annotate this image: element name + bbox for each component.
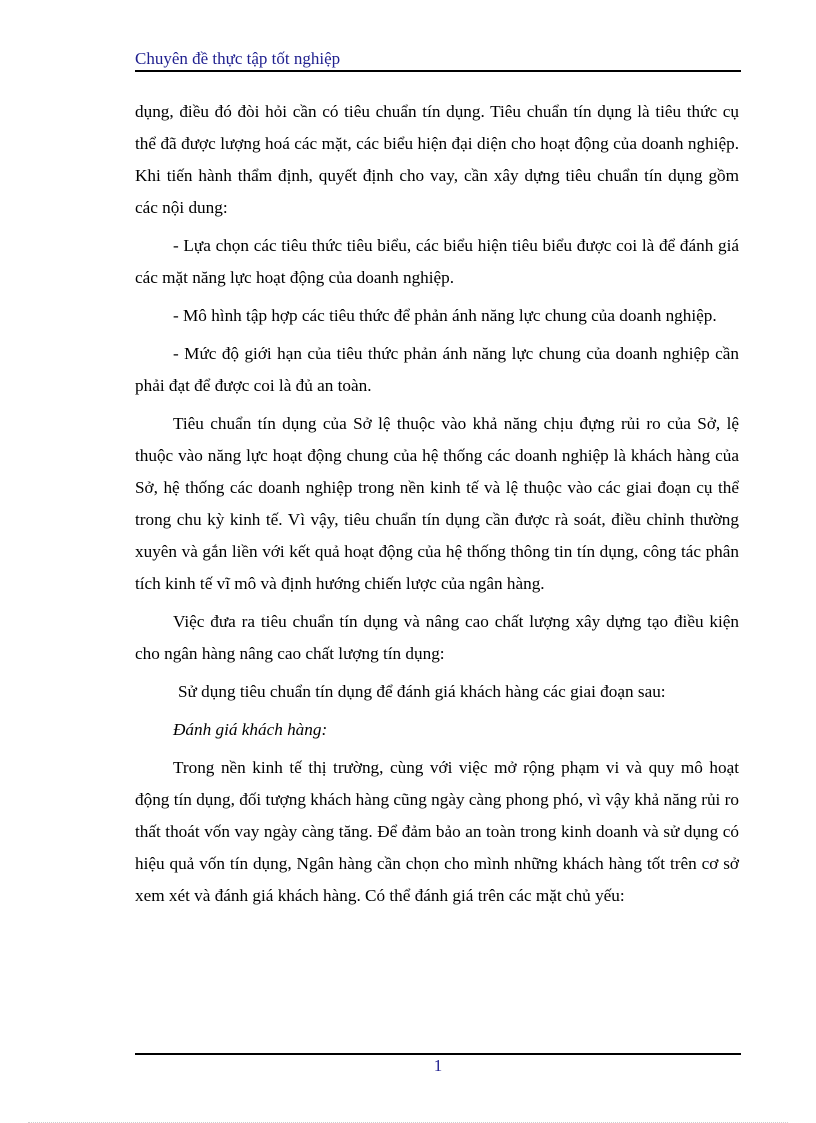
document-body: [135, 96, 739, 918]
paragraph-use-standard: Sử dụng tiêu chuẩn tín dụng để đánh giá khách hàng các giai đoạn sau:: [178, 682, 666, 701]
paragraph-credit-standard-intro: dụng, điều đó đòi hỏi cần có tiêu chuẩn tín dụng. Tiêu chuẩn tín dụng là tiêu thức cụ thể đã được lượng hoá các mặt, các biểu hiện đại diện cho hoạt động của doanh nghiệp. Khi tiến hành thẩm định, quyết định cho vay, cần xây dựng tiêu chuẩn tín dụng gồm các nội dung:: [135, 102, 739, 217]
page-header: [135, 48, 741, 74]
paragraph-market-economy: Trong nền kinh tế thị trường, cùng với việc mở rộng phạm vi và quy mô hoạt động tín dụng, đối tượng khách hàng cũng ngày càng phong phó, vì vậy khả năng rủi ro thất thoát vốn vay ngày càng tăng. Để đảm bảo an toàn trong kinh doanh và sử dụng có hiệu quả vốn tín dụng, Ngân hàng cần chọn cho mình những khách hàng tốt trên cơ sở xem xét và đánh giá khách hàng. Có thể đánh giá trên các mặt chủ yếu:: [135, 758, 739, 905]
section-heading-customer-evaluation: Đánh giá khách hàng:: [173, 720, 328, 739]
page-number: 1: [433, 1056, 443, 1075]
header-divider: [135, 70, 741, 72]
bullet-criteria-model: - Mô hình tập hợp các tiêu thức để phản ánh năng lực chung của doanh nghiệp.: [173, 306, 717, 325]
header-title: Chuyên đề thực tập tốt nghiệp: [135, 49, 341, 68]
paragraph-improve-quality: Việc đưa ra tiêu chuẩn tín dụng và nâng cao chất lượng xây dựng tạo điều kiện cho ngân hàng nâng cao chất lượng tín dụng:: [135, 612, 739, 663]
bullet-limit-level: - Mức độ giới hạn của tiêu thức phản ánh năng lực chung của doanh nghiệp cần phải đạt để được coi là đủ an toàn.: [135, 344, 739, 395]
paragraph-credit-standard-dependency: Tiêu chuẩn tín dụng của Sở lệ thuộc vào khả năng chịu đựng rủi ro của Sở, lệ thuộc vào năng lực hoạt động chung của hệ thống các doanh nghiệp là khách hàng của Sở, hệ thống các doanh nghiệp trong nền kinh tế và lệ thuộc vào các giai đoạn cụ thể trong chu kỳ kinh tế. Vì vậy, tiêu chuẩn tín dụng cần được rà soát, điều chỉnh thường xuyên và gắn liền với kết quả hoạt động của hệ thống thông tin tín dụng, công tác phân tích kinh tế vĩ mô và định hướng chiến lược của ngân hàng.: [135, 414, 739, 593]
bullet-select-criteria: - Lựa chọn các tiêu thức tiêu biểu, các biểu hiện tiêu biểu được coi là để đánh giá các mặt năng lực hoạt động của doanh nghiệp.: [135, 236, 739, 287]
